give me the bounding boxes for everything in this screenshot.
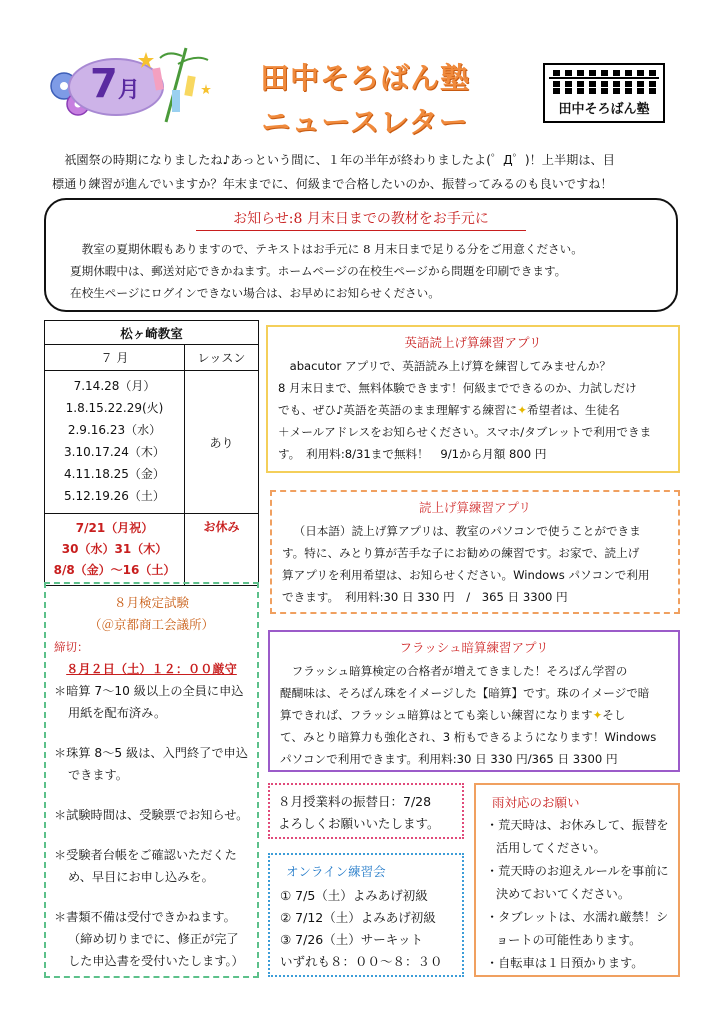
- english-line-3: でも、ぜひ♪英語を英語のまま理解する練習に✦希望者は、生徒名: [278, 403, 620, 417]
- yomiage-app-title: 読上げ算練習アプリ: [418, 500, 531, 515]
- holiday-row: 7/21（月祝）: [75, 521, 154, 535]
- school-logo: [543, 63, 665, 123]
- date-row: 1.8.15.22.29(火): [65, 401, 164, 415]
- date-row: 3.10.17.24（木）: [64, 445, 165, 459]
- exam-item: ＊珠算 8～5 級は、入門終了で申込できます。: [54, 746, 248, 782]
- deadline: ８月２日（土）１２：００厳守: [66, 662, 237, 676]
- sparkle-icon: ✦: [517, 403, 527, 417]
- schedule-table: [44, 320, 259, 586]
- yomiage-line-1: （日本語）読上げ算アプリは、教室のパソコンで使うことができま: [293, 524, 641, 538]
- english-line-5: す。 利用料:8/31まで無料！ 9/1から月額 800 円: [278, 447, 547, 461]
- lesson-dates: [45, 371, 185, 514]
- classroom-name: 松ヶ崎教室: [45, 321, 259, 345]
- online-item: ② 7/12（土）よみあげ初級: [280, 910, 436, 925]
- rain-item: ・自転車は１日預かります。: [486, 956, 644, 970]
- intro-paragraph: [52, 148, 682, 196]
- online-practice-box: [268, 853, 464, 977]
- english-app-box: [266, 325, 680, 473]
- online-item: ③ 7/26（土）サーキット: [280, 932, 423, 947]
- deadline-label: 締切：: [54, 640, 89, 654]
- intro-line-1: 祇園祭の時期になりましたね♪あっという間に、１年の半年が終わりましたよ(゜Д゜)！上半期は、目: [64, 153, 615, 167]
- holiday-row: 8/8（金）～16（土）: [53, 563, 176, 577]
- flash-app-title: フラッシュ暗算練習アプリ: [399, 640, 549, 655]
- yomiage-app-box: [270, 490, 680, 614]
- rain-title: 雨対応のお願い: [492, 795, 580, 810]
- yomiage-line-2: す。特に、みとり算が苦手な子にお勧めの練習です。お家で、読上げ: [282, 546, 640, 560]
- title-line-1: 田中そろばん塾: [259, 61, 470, 95]
- flash-line-2: 醍醐味は、そろばん珠をイメージした【暗算】です。珠のイメージで暗: [280, 686, 650, 700]
- flash-line-4: て、みとり暗算力も強化され、3 桁もできるようになります！Windows: [280, 730, 657, 744]
- lesson-off: お休み: [185, 514, 259, 586]
- col-month: ７ 月: [45, 345, 185, 371]
- notice-line-3: 在校生ページにログインできない場合は、お早めにお知らせください。: [70, 286, 440, 300]
- yomiage-line-4: できます。 利用料:30 日 330 円 / 365 日 3300 円: [282, 590, 568, 604]
- fee-box: [268, 783, 464, 839]
- exam-venue: （＠京都商工会議所）: [88, 617, 214, 632]
- english-line-2: 8 月末日まで、無料体験できます！何級までできるのか、力試しだけ: [278, 381, 637, 395]
- exam-item: ＊受験者台帳をご確認いただくため、早目にお申し込みを。: [54, 848, 237, 884]
- logo-text: 田中そろばん塾: [558, 102, 650, 117]
- rain-item: ・タブレットは、水濡れ厳禁！ショートの可能性あります。: [486, 910, 669, 947]
- online-item: ① 7/5（土）よみあげ初級: [280, 888, 428, 903]
- rain-notice-box: [474, 783, 680, 977]
- date-row: 2.9.16.23（水）: [67, 423, 162, 437]
- date-row: 5.12.19.26（土）: [64, 489, 165, 503]
- flash-app-box: [268, 630, 680, 772]
- fee-line-1: ８月授業料の振替日：7/28: [278, 794, 432, 809]
- title-line-2: ニュースレター: [261, 105, 469, 139]
- holiday-dates: [45, 514, 185, 586]
- notice-body: [70, 238, 662, 304]
- exam-title: ８月検定試験: [113, 595, 189, 610]
- online-title: オンライン練習会: [286, 864, 386, 879]
- fee-line-2: よろしくお願いいたします。: [278, 816, 440, 831]
- notice-title: お知らせ:8 月末日までの教材をお手元に: [233, 211, 489, 227]
- rain-item: ・荒天時のお迎えルールを事前に決めておいてください。: [486, 864, 669, 901]
- intro-line-2: 標通り練習が進んでいますか？年末までに、何級まで合格したいのか、振替ってみるのも良いですね！: [52, 177, 613, 191]
- english-app-title: 英語読上げ算練習アプリ: [404, 335, 542, 350]
- exam-item: ＊書類不備は受付できかねます。（締め切りまでに、修正が完了した申込書を受付いたします。）: [54, 910, 244, 968]
- month-label: 7月: [90, 61, 140, 107]
- yomiage-line-3: 算アプリを利用希望は、お知らせください。Windows パソコンで利用: [282, 568, 650, 582]
- notice-box: [44, 198, 678, 312]
- online-time: いずれも８：００～８：３０: [280, 954, 443, 969]
- exam-item: ＊試験時間は、受験票でお知らせ。: [54, 808, 249, 822]
- date-row: 4.11.18.25（金）: [64, 467, 165, 481]
- col-lesson: レッスン: [185, 345, 259, 371]
- english-line-1: abacutor アプリで、英語読み上げ算を練習してみませんか？: [289, 359, 611, 373]
- flash-line-5: パソコンで利用できます。利用料:30 日 330 円/365 日 3300 円: [280, 752, 618, 766]
- rain-item: ・荒天時は、お休みして、振替を活用してください。: [486, 818, 669, 855]
- flash-line-3: 算できれば、フラッシュ暗算はとても楽しい練習になります✦そし: [280, 708, 626, 722]
- lesson-yes: あり: [185, 371, 259, 514]
- exam-box: [44, 582, 259, 978]
- sparkle-icon: ✦: [592, 708, 603, 722]
- tanabata-bamboo-icon: [126, 44, 216, 124]
- holiday-row: 30（水）31（木）: [61, 542, 168, 556]
- abacus-logo-icon: [549, 69, 659, 95]
- exam-item: ＊暗算 7～10 級以上の全員に申込用紙を配布済み。: [54, 684, 244, 720]
- notice-line-1: 教室の夏期休暇もありますので、テキストはお手元に 8 月末日まで足りる分をご用意ください。: [81, 242, 583, 256]
- newsletter-title: [240, 56, 490, 144]
- notice-line-2: 夏期休暇中は、郵送対応できかねます。ホームページの在校生ページから問題を印刷できます。: [70, 264, 567, 278]
- date-row: 7.14.28（月）: [73, 379, 156, 393]
- flash-line-1: フラッシュ暗算検定の合格者が増えてきました！そろばん学習の: [291, 664, 628, 678]
- english-line-4: ＋メールアドレスをお知らせください。スマホ/タブレットで利用できま: [278, 425, 652, 439]
